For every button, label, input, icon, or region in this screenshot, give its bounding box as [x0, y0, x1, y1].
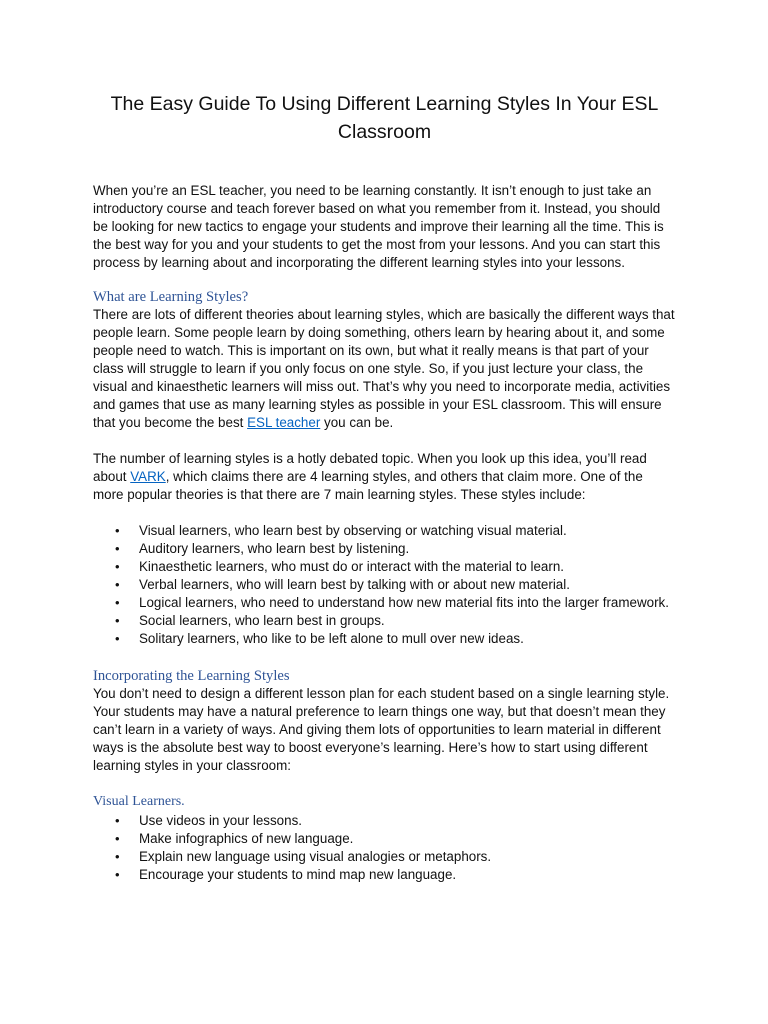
list-item-text: Encourage your students to mind map new language.: [139, 867, 457, 882]
list-item-text: Visual learners, who learn best by observing or watching visual material.: [139, 523, 567, 538]
bullet-icon: •: [115, 813, 120, 828]
learning-styles-paragraph: [93, 306, 676, 432]
paragraph-text: There are lots of different theories about learning styles, which are basically the different ways that people learn. Some people learn by doing something, others learn by hearing about it, and some people need to watch. This is important on its own, but what it really means is that part of your class will struggle to learn if you only focus on one style. So, if you just lecture your class, the visual and kinaesthetic learners will miss out. That’s why you need to incorporate media, activities and games that use as many learning styles as possible in your ESL classroom. This will ensure that you become the best: [93, 307, 675, 430]
list-item-text: Verbal learners, who will learn best by talking with or about new material.: [139, 577, 570, 592]
list-item-text: Kinaesthetic learners, who must do or interact with the material to learn.: [139, 559, 564, 574]
document-title: [93, 0, 676, 146]
vark-paragraph: [93, 450, 676, 504]
paragraph-text: , which claims there are 4 learning styles, and others that claim more. One of the more popular theories is that there are 7 main learning styles. These styles include:: [93, 469, 643, 502]
heading-visual-learners: Visual Learners.: [93, 794, 185, 809]
list-item-text: Social learners, who learn best in groups.: [139, 613, 385, 628]
bullet-icon: •: [115, 631, 120, 646]
list-item: [93, 612, 676, 630]
list-item: [93, 630, 676, 648]
list-item-text: Auditory learners, who learn best by listening.: [139, 541, 410, 556]
list-item-text: Explain new language using visual analogies or metaphors.: [139, 849, 492, 864]
list-item: [93, 594, 676, 612]
heading-incorporating-styles: Incorporating the Learning Styles: [93, 668, 290, 684]
bullet-icon: •: [115, 831, 120, 846]
learning-styles-list: [93, 522, 676, 648]
incorporating-paragraph: You don’t need to design a different lesson plan for each student based on a single learning style. Your students may have a natural preference to learn things one way, but that doesn’t mean they can’t learn in a variety of ways. And giving them lots of opportunities to learn material in different ways is the absolute best way to boost everyone’s learning. Here’s how to start using different learning styles in your classroom:: [93, 686, 670, 773]
title-line-1: The Easy Guide To Using Different Learning Styles In Your ESL: [110, 93, 659, 115]
list-item: [93, 848, 676, 866]
list-item-text: Solitary learners, who like to be left alone to mull over new ideas.: [139, 631, 524, 646]
bullet-icon: •: [115, 849, 120, 864]
list-item: [93, 558, 676, 576]
vark-link[interactable]: VARK: [130, 469, 166, 484]
visual-learners-list: [93, 812, 676, 884]
bullet-icon: •: [115, 559, 120, 574]
bullet-icon: •: [115, 541, 120, 556]
intro-paragraph: When you’re an ESL teacher, you need to be learning constantly. It isn’t enough to just take an introductory course and teach forever based on what you remember from it. Instead, you should be looking for new tactics to engage your students and improve their learning all the time. This is the best way for you and your students to get the most from your lessons. And you can start this process by learning about and incorporating the different learning styles into your lessons.: [93, 183, 664, 270]
list-item: [93, 540, 676, 558]
bullet-icon: •: [115, 613, 120, 628]
bullet-icon: •: [115, 577, 120, 592]
esl-teacher-link[interactable]: ESL teacher: [247, 415, 321, 430]
bullet-icon: •: [115, 523, 120, 538]
paragraph-text: The number of learning styles is a hotly debated topic. When you look up this idea, you’ll read about: [93, 451, 647, 484]
list-item: [93, 830, 676, 848]
list-item-text: Logical learners, who need to understand how new material fits into the larger framework.: [139, 595, 669, 610]
list-item-text: Make infographics of new language.: [139, 831, 354, 846]
paragraph-text: you can be.: [320, 415, 394, 430]
list-item: [93, 522, 676, 540]
heading-learning-styles: What are Learning Styles?: [93, 289, 249, 305]
list-item: [93, 812, 676, 830]
list-item-text: Use videos in your lessons.: [139, 813, 302, 828]
title-line-2: Classroom: [337, 121, 432, 143]
list-item: [93, 576, 676, 594]
bullet-icon: •: [115, 867, 120, 882]
bullet-icon: •: [115, 595, 120, 610]
list-item: [93, 866, 676, 884]
